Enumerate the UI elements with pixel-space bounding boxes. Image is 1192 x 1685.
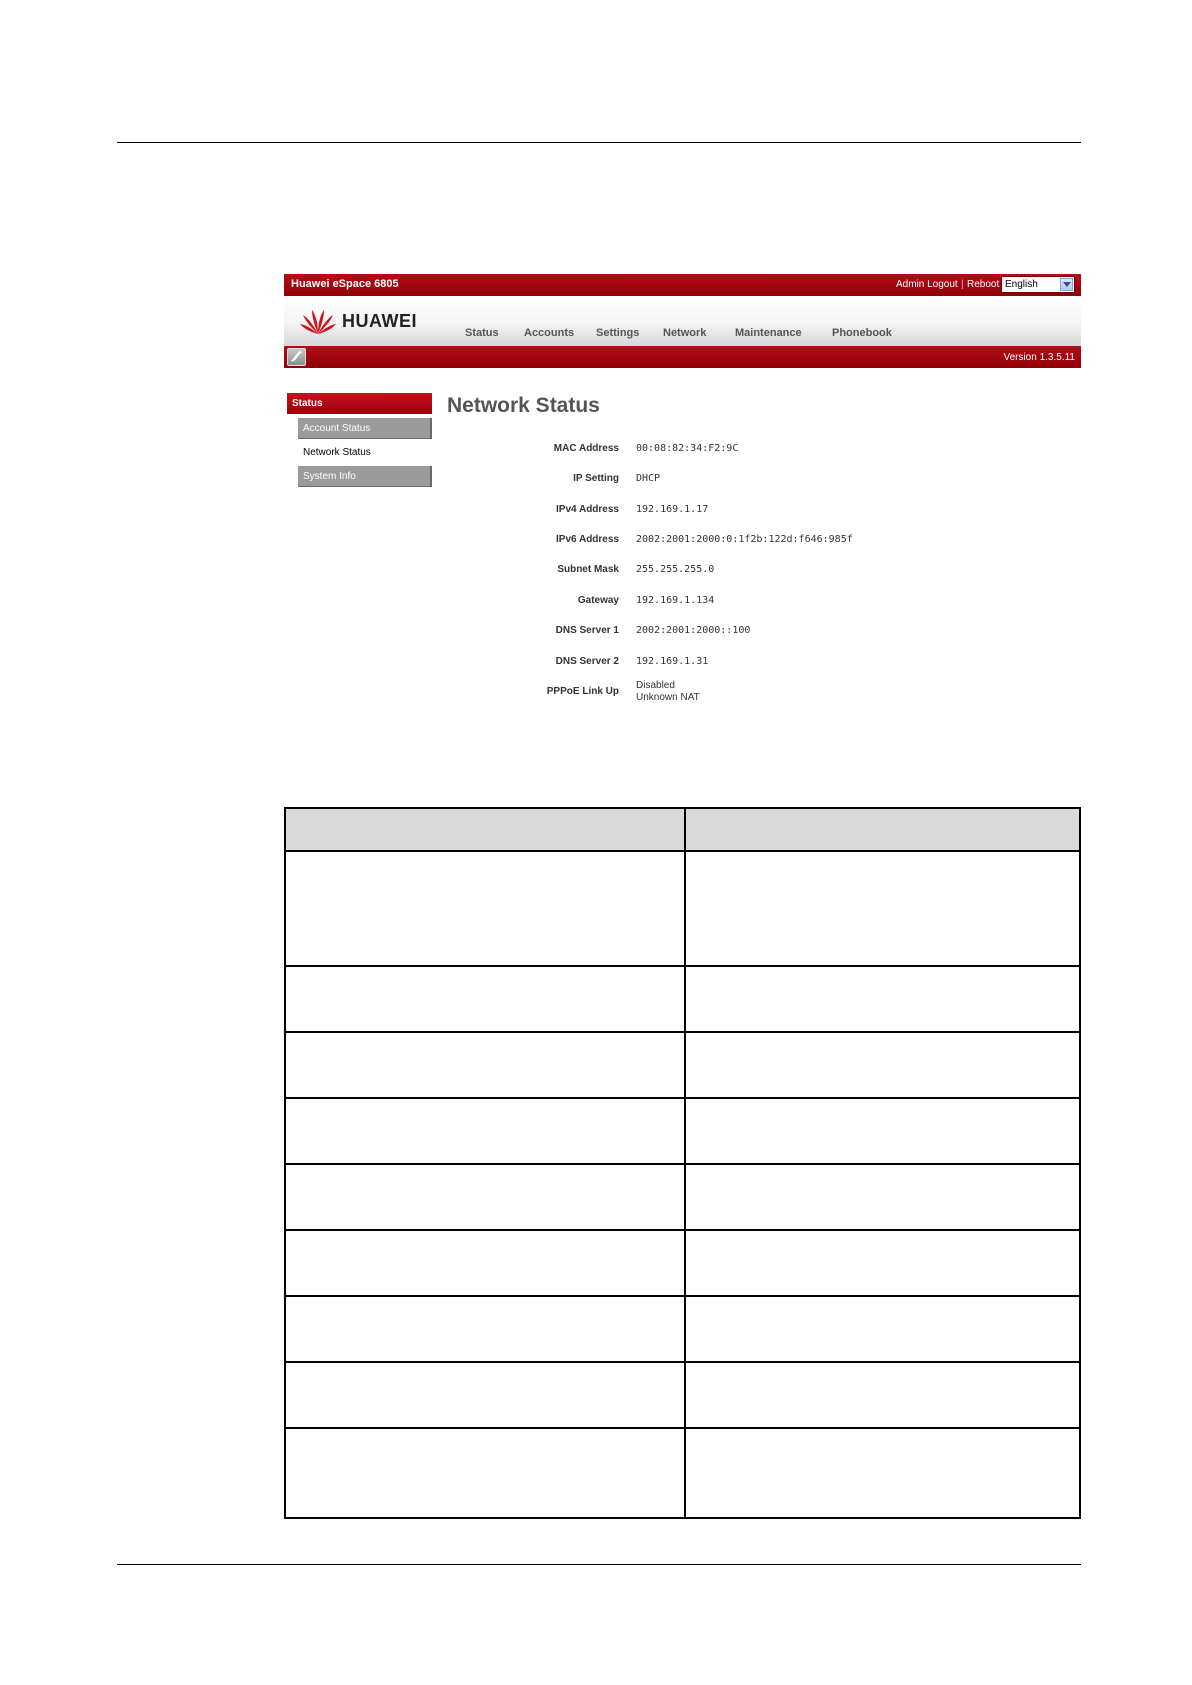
ipv4-address-label: IPv4 Address (556, 504, 619, 515)
table-row-divider (286, 1427, 1079, 1429)
nav-network[interactable]: Network (663, 327, 707, 339)
dns-server-2-label: DNS Server 2 (555, 656, 619, 667)
huawei-petals-icon (298, 304, 338, 338)
page-footer-rule (117, 1564, 1081, 1565)
table-row-divider (286, 1031, 1079, 1033)
admin-logout-link[interactable]: Admin Logout (896, 279, 958, 290)
sidebar-item-label: Network Status (303, 447, 371, 458)
espace-web-ui (284, 274, 1081, 712)
mac-address-label: MAC Address (553, 443, 619, 454)
parameter-table (284, 807, 1081, 1519)
table-header-row (286, 809, 1079, 852)
subnet-mask-value: 255.255.255.0 (636, 564, 715, 575)
nav-accounts[interactable]: Accounts (524, 327, 575, 339)
ip-setting-label: IP Setting (573, 473, 619, 484)
nav-maintenance[interactable]: Maintenance (735, 327, 802, 339)
language-select[interactable] (1001, 276, 1075, 293)
table-row-divider (286, 1361, 1079, 1363)
nat-type-value: Unknown NAT (636, 692, 700, 703)
nav-phonebook[interactable]: Phonebook (832, 327, 892, 339)
pppoe-link-up-value: Disabled (636, 680, 675, 691)
page-header-rule (117, 142, 1081, 143)
sidebar-item-label: System Info (303, 471, 356, 482)
reboot-link[interactable]: Reboot (967, 279, 1000, 290)
dns-server-1-value: 2002:2001:2000::100 (636, 625, 751, 636)
nav-status[interactable]: Status (465, 327, 499, 339)
ip-setting-value: DHCP (636, 473, 661, 484)
language-select-value: English (1005, 279, 1038, 290)
chevron-down-icon[interactable] (1060, 278, 1073, 291)
ipv4-address-value: 192.169.1.17 (636, 504, 709, 515)
sidebar-item-network-status[interactable] (298, 442, 432, 463)
table-row-divider (286, 1097, 1079, 1099)
table-row-divider (286, 1163, 1079, 1165)
nav-settings[interactable]: Settings (596, 327, 640, 339)
sidebar-item-system-info[interactable] (298, 466, 432, 487)
firmware-version: Version 1.3.5.11 (1003, 352, 1075, 363)
link-separator: | (961, 279, 964, 290)
sidebar-header-label: Status (292, 398, 323, 409)
page-title: Network Status (447, 394, 600, 417)
gateway-label: Gateway (577, 595, 619, 606)
table-row-divider (286, 965, 1079, 967)
mac-address-value: 00:08:82:34:F2:9C (636, 443, 739, 454)
table-row-divider (286, 1229, 1079, 1231)
ipv6-address-value: 2002:2001:2000:0:1f2b:122d:f646:985f (636, 534, 853, 545)
huawei-logo (298, 304, 443, 338)
logo-text: HUAWEI (342, 311, 417, 331)
sub-bar (284, 346, 1081, 368)
title-bar (284, 274, 1081, 296)
dns-server-1-label: DNS Server 1 (555, 625, 619, 636)
table-row-divider (286, 1295, 1079, 1297)
pppoe-link-up-label: PPPoE Link Up (546, 686, 619, 697)
phone-icon[interactable] (287, 348, 306, 366)
sidebar-header (287, 393, 432, 414)
sidebar-item-label: Account Status (303, 423, 371, 434)
subnet-mask-label: Subnet Mask (557, 564, 619, 575)
sidebar-item-account-status[interactable] (298, 418, 432, 439)
dns-server-2-value: 192.169.1.31 (636, 656, 709, 667)
header-bar (284, 296, 1081, 346)
gateway-value: 192.169.1.134 (636, 595, 715, 606)
ipv6-address-label: IPv6 Address (556, 534, 619, 545)
app-title: Huawei eSpace 6805 (291, 278, 399, 290)
